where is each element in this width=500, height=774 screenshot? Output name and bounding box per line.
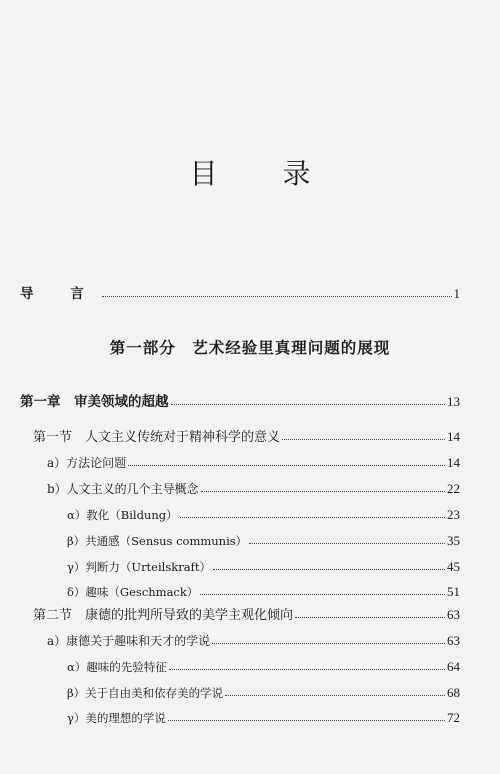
- toc-entry-subsubsection[interactable]: [67, 580, 460, 600]
- toc-entry-page: 63: [447, 607, 460, 622]
- toc-entry-label: a）康德关于趣味和天才的学说: [47, 634, 211, 648]
- part-heading: 第一部分 艺术经验里真理问题的展现: [109, 338, 391, 357]
- toc-entry-label: γ）美的理想的学说: [67, 711, 166, 725]
- dot-leader: [169, 669, 445, 670]
- toc-entry-section[interactable]: [33, 603, 460, 623]
- toc-entry-chapter-1[interactable]: [20, 390, 460, 410]
- toc-entry-label: 第一章 审美领域的超越: [20, 394, 169, 410]
- dot-leader: [168, 720, 445, 721]
- dot-leader: [201, 491, 445, 492]
- toc-entry-page: 68: [447, 685, 460, 700]
- dot-leader: [102, 296, 452, 297]
- page-title: 目 录: [189, 157, 339, 190]
- toc-entry-subsubsection[interactable]: [67, 681, 460, 701]
- toc-entry-label: a）方法论问题: [47, 456, 127, 470]
- toc-entry-label: 第一节 人文主义传统对于精神科学的意义: [33, 430, 281, 445]
- toc-entry-subsection[interactable]: [47, 477, 460, 497]
- toc-entry-page: 72: [447, 710, 460, 725]
- toc-entry-label: β）共通感（Sensus communis）: [67, 534, 248, 548]
- toc-entry-page: 45: [447, 559, 460, 574]
- toc-entry-subsubsection[interactable]: [67, 555, 460, 575]
- toc-entry-page: 64: [447, 659, 460, 674]
- toc-entry-label: b）人文主义的几个主导概念: [47, 482, 199, 496]
- toc-entry-page: 1: [453, 286, 460, 301]
- toc-entry-subsubsection[interactable]: [67, 706, 460, 726]
- dot-leader: [225, 695, 445, 696]
- dot-leader: [249, 543, 445, 544]
- toc-entry-section[interactable]: [33, 425, 460, 445]
- toc-entry-page: 13: [447, 394, 460, 409]
- dot-leader: [282, 439, 445, 440]
- dot-leader: [200, 594, 445, 595]
- dot-leader: [171, 404, 446, 405]
- dot-leader: [295, 617, 445, 618]
- toc-entry-label: α）教化（Bildung）: [67, 508, 178, 522]
- toc-entry-subsection[interactable]: [47, 629, 460, 649]
- toc-entry-label: γ）判断力（Urteilskraft）: [67, 560, 211, 574]
- toc-entry-label: β）关于自由美和依存美的学说: [67, 686, 224, 700]
- toc-entry-subsubsection[interactable]: [67, 503, 460, 523]
- toc-entry-subsection[interactable]: [47, 451, 460, 471]
- toc-entry-label: α）趣味的先验特征: [67, 660, 167, 674]
- toc-entry-page: 35: [447, 533, 460, 548]
- toc-entry-label: 导 言: [20, 286, 100, 302]
- toc-entry-intro[interactable]: [20, 282, 460, 302]
- toc-entry-page: 63: [447, 633, 460, 648]
- toc-entry-subsubsection[interactable]: [67, 655, 460, 675]
- dot-leader: [212, 643, 445, 644]
- toc-entry-label: 第二节 康德的批判所导致的美学主观化倾向: [33, 608, 294, 623]
- toc-entry-label: δ）趣味（Geschmack）: [67, 585, 199, 599]
- toc-entry-page: 22: [447, 481, 460, 496]
- dot-leader: [213, 569, 445, 570]
- toc-entry-page: 14: [447, 429, 460, 444]
- toc-entry-page: 14: [447, 455, 460, 470]
- toc-entry-subsubsection[interactable]: [67, 529, 460, 549]
- toc-entry-page: 23: [447, 507, 460, 522]
- toc-entry-page: 51: [447, 584, 460, 599]
- dot-leader: [180, 517, 445, 518]
- dot-leader: [128, 465, 445, 466]
